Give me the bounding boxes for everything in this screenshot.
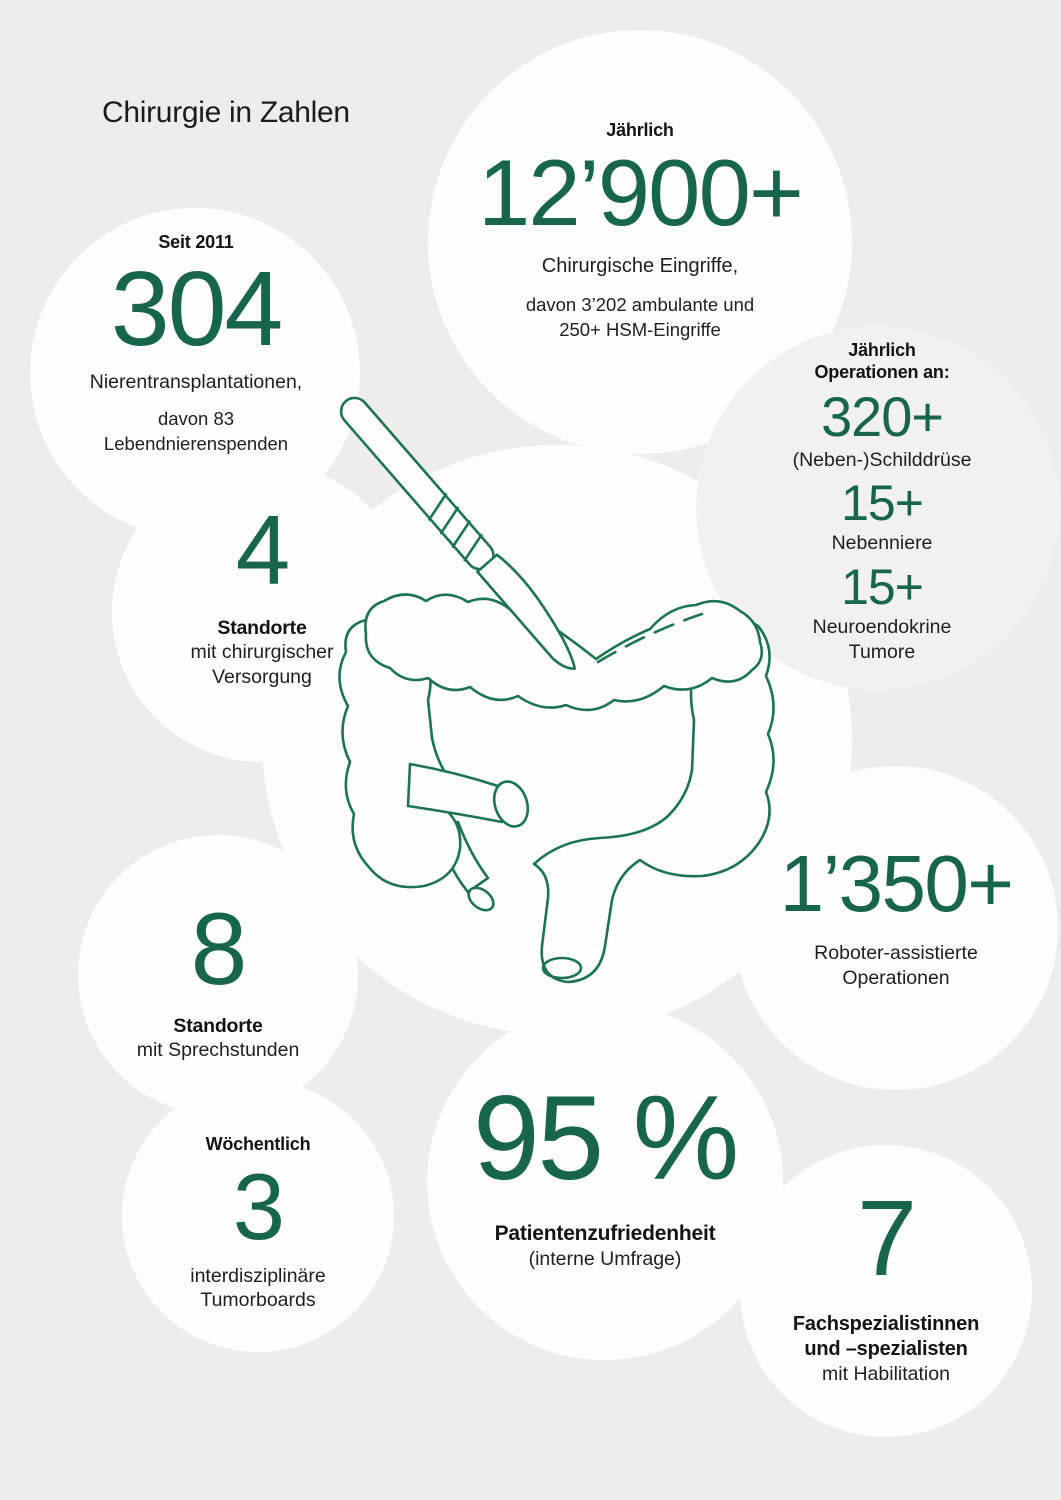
stat-robotic-number: 1’350+: [779, 839, 1013, 928]
stat-transplants: [46, 232, 346, 456]
stat-satisfaction-bold-label: Patientenzufriedenheit: [494, 1221, 716, 1245]
stat-sites-consult-bold-label: Standorte: [173, 1015, 263, 1038]
stat-specialists-label: mit Habilitation: [822, 1362, 950, 1385]
stat-surgeries-sub: davon 3’202 ambulante und 250+ HSM-Eingriffe: [525, 293, 755, 340]
stat-specialists: [726, 1177, 1046, 1386]
stat-surgeries-kicker: Jährlich: [606, 120, 674, 140]
stat-specialists-number: 7: [857, 1177, 915, 1298]
stat-sites-consult-label: mit Sprechstunden: [136, 1039, 300, 1062]
stat-net-number: 15+: [841, 559, 923, 616]
stat-adrenal-number: 15+: [841, 474, 923, 531]
colon-scalpel-illustration: [300, 390, 800, 1010]
stat-surgeries: [440, 120, 840, 342]
stat-transplants-sub: davon 83 Lebendnierenspenden: [103, 407, 289, 454]
stat-endocrine: [732, 340, 1032, 664]
stat-sites-surgical-bold-label: Standorte: [217, 616, 307, 639]
stat-robotic: [746, 839, 1046, 990]
stat-tumorboards: [108, 1134, 408, 1313]
stat-transplants-kicker: Seit 2011: [158, 232, 234, 252]
stat-sites-surgical-number: 4: [235, 495, 289, 605]
stat-endocrine-kicker-line1: Jährlich: [848, 340, 916, 360]
stat-tumorboards-kicker: Wöchentlich: [205, 1134, 311, 1154]
stat-satisfaction-number: 95 %: [473, 1071, 737, 1205]
stat-satisfaction-label: (interne Umfrage): [528, 1247, 682, 1270]
stat-sites-consult-number: 8: [190, 892, 246, 1006]
stat-sites-surgical-label: mit chirurgischer Versorgung: [190, 641, 334, 688]
stat-thyroid-label: (Neben-)Schilddrüse: [792, 449, 972, 472]
stat-thyroid-number: 320+: [821, 384, 943, 448]
stat-sites-consult: [68, 892, 368, 1063]
stat-endocrine-kicker-line2: Operationen an:: [814, 361, 950, 382]
stat-transplants-number: 304: [110, 249, 282, 368]
stat-transplants-label: Nierentransplantationen,: [89, 371, 303, 394]
stat-tumorboards-label: interdisziplinäre Tumorboards: [190, 1264, 326, 1312]
stat-surgeries-number: 12’900+: [477, 139, 802, 245]
stat-net-label: Neuroendokrine Tumore: [812, 616, 952, 663]
stat-tumorboards-number: 3: [232, 1153, 284, 1259]
stat-robotic-label: Roboter-assistierte Operationen: [814, 942, 978, 989]
stat-specialists-bold-label: Fachspezialistinnen und –spezialisten: [792, 1313, 980, 1361]
page-title: Chirurgie in Zahlen: [102, 96, 350, 129]
stat-surgeries-label: Chirurgische Eingriffe,: [541, 254, 739, 277]
stat-sites-surgical: [122, 495, 402, 689]
stat-adrenal-label: Nebenniere: [831, 531, 933, 554]
